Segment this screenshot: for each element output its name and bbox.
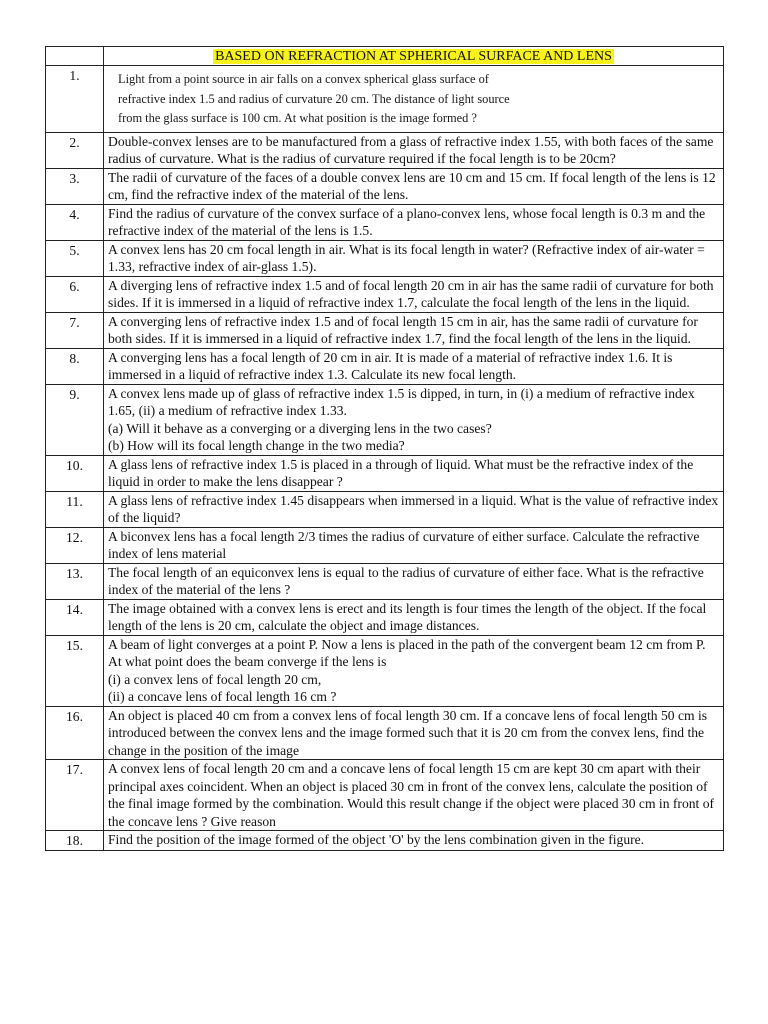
question-line: The image obtained with a convex lens is erect and its length is four times the length of the object. If the focal length of the lens is 20 cm, calculate the object and image distances. bbox=[108, 600, 707, 633]
worksheet bbox=[45, 46, 723, 851]
question-number: 5. bbox=[46, 240, 104, 276]
question-number: 2. bbox=[46, 132, 104, 168]
question-text-cell bbox=[104, 348, 724, 384]
question-row bbox=[46, 599, 724, 635]
question-number: 9. bbox=[46, 384, 104, 455]
question-line: Double-convex lenses are to be manufactured from a glass of refractive index 1.55, with both faces of the same radius of curvature. What is the radius of curvature required if the focal length is to be 20cm? bbox=[108, 133, 714, 166]
question-text-cell bbox=[104, 240, 724, 276]
question-text-cell bbox=[104, 384, 724, 455]
question-text-cell bbox=[104, 706, 724, 760]
title-number-cell bbox=[46, 47, 104, 66]
question-line: A convex lens has 20 cm focal length in air. What is its focal length in water? (Refractive index of air-water = 1.33, refractive index of air-glass 1.5). bbox=[108, 241, 705, 274]
question-text-cell bbox=[104, 563, 724, 599]
question-line: An object is placed 40 cm from a convex lens of focal length 30 cm. If a concave lens of focal length 50 cm is introduced between the convex lens and the image formed such that it is 20 cm from the convex lens, find the change in the position of the image bbox=[108, 707, 708, 758]
question-line: Light from a point source in air falls on a convex spherical glass surface of refractive index 1.5 and radius of curvature 20 cm. The distance of light source from the glass surface is 100 cm. At what position is the image formed ? bbox=[118, 72, 510, 125]
question-number: 3. bbox=[46, 168, 104, 204]
question-row bbox=[46, 240, 724, 276]
question-row bbox=[46, 455, 724, 491]
question-line: A convex lens made up of glass of refractive index 1.5 is dipped, in turn, in (i) a medium of refractive index 1.65, (ii) a medium of refractive index 1.33. bbox=[108, 385, 695, 418]
question-line: Find the position of the image formed of the object 'O' by the lens combination given in the figure. bbox=[108, 832, 645, 847]
question-number: 10. bbox=[46, 455, 104, 491]
worksheet-title: BASED ON REFRACTION AT SPHERICAL SURFACE AND LENS bbox=[215, 49, 612, 64]
question-line: Find the radius of curvature of the convex surface of a plano-convex lens, whose focal length is 0.3 m and the refractive index of the material of the lens is 1.5. bbox=[108, 205, 706, 238]
question-line: The radii of curvature of the faces of a double convex lens are 10 cm and 15 cm. If focal length of the lens is 12 cm, find the refractive index of the material of the lens. bbox=[108, 169, 716, 202]
question-text-cell bbox=[104, 599, 724, 635]
question-line: A biconvex lens has a focal length 2/3 times the radius of curvature of either surface. Calculate the refractive index of lens material bbox=[108, 528, 700, 561]
question-line: (a) Will it behave as a converging or a diverging lens in the two cases? bbox=[108, 420, 492, 436]
question-text-cell bbox=[104, 455, 724, 491]
question-text-cell bbox=[104, 831, 724, 851]
question-number: 12. bbox=[46, 527, 104, 563]
question-line: A convex lens of focal length 20 cm and a concave lens of focal length 15 cm are kept 30 cm apart with their principal axes coincident. When an object is placed 30 cm in front of the convex lens, calculate the position of the final image formed by the combination. Would this result change if the object were placed 30 cm in front of the concave lens ? Give reason bbox=[108, 761, 715, 829]
question-row bbox=[46, 527, 724, 563]
title-row bbox=[46, 47, 724, 66]
question-row bbox=[46, 384, 724, 455]
question-row bbox=[46, 276, 724, 312]
question-text-cell bbox=[104, 168, 724, 204]
question-row bbox=[46, 491, 724, 527]
question-text-cell bbox=[104, 132, 724, 168]
question-row bbox=[46, 706, 724, 760]
question-number: 11. bbox=[46, 491, 104, 527]
question-number: 4. bbox=[46, 204, 104, 240]
question-row bbox=[46, 204, 724, 240]
question-number: 14. bbox=[46, 599, 104, 635]
question-text-cell bbox=[104, 491, 724, 527]
questions-table bbox=[45, 46, 724, 851]
question-line: A diverging lens of refractive index 1.5 and of focal length 20 cm in air has the same radii of curvature for both sides. If it is immersed in a liquid of refractive index 1.7, calculate the focal length of the lens in the liquid. bbox=[108, 277, 714, 310]
question-row bbox=[46, 635, 724, 706]
questions-table-body bbox=[46, 47, 724, 851]
question-number: 7. bbox=[46, 312, 104, 348]
question-row bbox=[46, 831, 724, 851]
question-text-cell bbox=[104, 204, 724, 240]
question-text-cell bbox=[104, 276, 724, 312]
question-row bbox=[46, 312, 724, 348]
question-row bbox=[46, 66, 724, 133]
question-number: 1. bbox=[46, 66, 104, 133]
question-number: 13. bbox=[46, 563, 104, 599]
question-text-cell bbox=[104, 635, 724, 706]
question-number: 15. bbox=[46, 635, 104, 706]
title-cell bbox=[104, 47, 724, 66]
question-number: 6. bbox=[46, 276, 104, 312]
question-row bbox=[46, 563, 724, 599]
question-number: 18. bbox=[46, 831, 104, 851]
question-line: A glass lens of refractive index 1.45 disappears when immersed in a liquid. What is the value of refractive index of the liquid? bbox=[108, 492, 719, 525]
scanned-question-text bbox=[108, 66, 536, 132]
question-row bbox=[46, 760, 724, 831]
question-line: A converging lens has a focal length of 20 cm in air. It is made of a material of refractive index 1.6. It is immersed in a liquid of refractive index 1.3. Calculate its new focal length. bbox=[108, 349, 673, 382]
question-text-cell bbox=[104, 760, 724, 831]
question-line: (i) a convex lens of focal length 20 cm, bbox=[108, 671, 322, 687]
question-line: (b) How will its focal length change in the two media? bbox=[108, 438, 405, 453]
question-number: 16. bbox=[46, 706, 104, 760]
question-number: 17. bbox=[46, 760, 104, 831]
question-line: The focal length of an equiconvex lens is equal to the radius of curvature of either face. What is the refractive index of the material of the lens ? bbox=[108, 564, 704, 597]
question-row bbox=[46, 348, 724, 384]
question-row bbox=[46, 132, 724, 168]
question-line: (ii) a concave lens of focal length 16 cm ? bbox=[108, 689, 337, 704]
question-number: 8. bbox=[46, 348, 104, 384]
question-line: A glass lens of refractive index 1.5 is placed in a through of liquid. What must be the refractive index of the liquid in order to make the lens disappear ? bbox=[108, 456, 694, 489]
question-text-cell bbox=[104, 527, 724, 563]
question-line: A converging lens of refractive index 1.5 and of focal length 15 cm in air, has the same radii of curvature for both sides. If it is immersed in a liquid of refractive index 1.7, find the focal length of the lens in the liquid. bbox=[108, 313, 698, 346]
question-text-cell bbox=[104, 312, 724, 348]
question-line: A beam of light converges at a point P. Now a lens is placed in the path of the convergent beam 12 cm from P. At what point does the beam converge if the lens is bbox=[108, 636, 706, 669]
question-text-cell bbox=[104, 66, 724, 133]
question-row bbox=[46, 168, 724, 204]
